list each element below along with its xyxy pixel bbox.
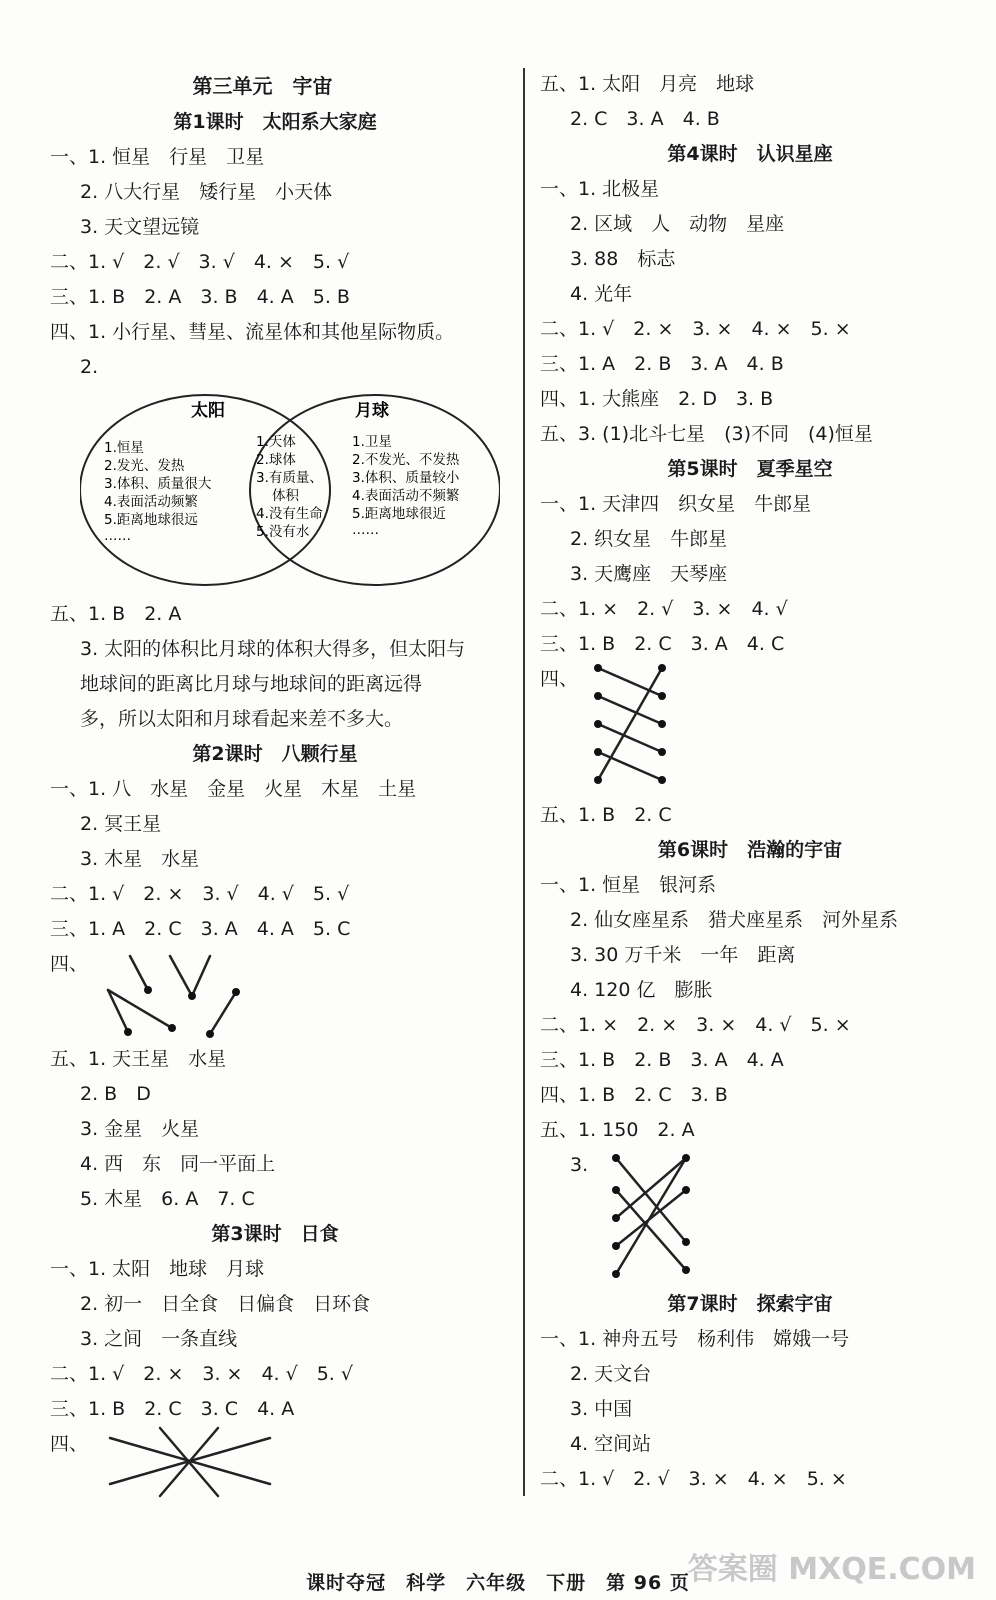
answer-line: 二、1. √ 2. × 3. × 4. √ 5. √ [50,1363,353,1385]
answer-line: 2. 初一 日全食 日偏食 日环食 [80,1293,371,1315]
answer-line: 2. 天文台 [570,1363,652,1385]
answer-line: 四、1. B 2. C 3. B [540,1084,728,1106]
answer-line: 3. [570,1154,589,1176]
answer-line: 五、1. 150 2. A [540,1119,695,1141]
answer-line: 四、 [540,668,579,690]
answer-line: 3. 之间 一条直线 [80,1328,238,1350]
venn-left-item: 1.恒星 [104,440,144,456]
answer-line: 3. 木星 水星 [80,848,200,870]
lesson-heading: 第1课时 太阳系大家庭 [173,111,377,133]
answer-line: 3. 中国 [570,1398,633,1420]
answer-line: 一、1. 神舟五号 杨利伟 嫦娥一号 [540,1328,850,1350]
watermark-logo: 答案圈 MXQE.COM [687,1552,976,1587]
venn-left-item: 5.距离地球很远 [104,512,198,528]
venn-middle-item: 4.没有生命 [256,506,323,522]
venn-left-item: 2.发光、发热 [104,458,185,474]
venn-right-title: 月球 [355,401,389,421]
lesson-heading: 第7课时 探索宇宙 [667,1293,833,1315]
venn-middle-item: 1.天体 [256,434,296,450]
answer-line: 五、3. (1)北斗七星 (3)不同 (4)恒星 [540,423,873,445]
venn-right-item: 1.卫星 [352,434,392,450]
matching-lines-figure [590,658,670,790]
answer-line: 3. 88 标志 [570,248,676,270]
answer-line: 三、1. B 2. B 3. A 4. A [540,1049,784,1071]
answer-line: 2. [80,356,99,378]
answer-line: 3. 金星 火星 [80,1118,200,1140]
answer-line: 5. 木星 6. A 7. C [80,1188,255,1210]
answer-line: 三、1. B 2. C 3. C 4. A [50,1398,295,1420]
answer-line: 三、1. A 2. C 3. A 4. A 5. C [50,918,351,940]
answer-line: 四、 [50,1433,89,1455]
venn-left-title: 太阳 [191,401,225,421]
answer-line: 一、1. 恒星 银河系 [540,874,717,896]
answer-line: 2. 八大行星 矮行星 小天体 [80,181,333,203]
answer-line: 二、1. √ 2. √ 3. × 4. × 5. × [540,1468,847,1490]
lesson-heading: 第5课时 夏季星空 [667,458,833,480]
matching-lines-figure [600,1148,700,1280]
answer-line: 一、1. 八 水星 金星 火星 木星 土星 [50,778,417,800]
answer-line: 4. 光年 [570,283,633,305]
answer-line: 2. B D [80,1083,151,1105]
answer-line: 2. 区域 人 动物 星座 [570,213,785,235]
answer-line: 地球间的距离比月球与地球间的距离远得 [80,673,423,695]
answer-line: 二、1. √ 2. × 3. √ 4. √ 5. √ [50,883,350,905]
answer-line: 五、1. B 2. A [50,603,182,625]
answer-line: 二、1. √ 2. √ 3. √ 4. × 5. √ [50,251,350,273]
answer-line: 二、1. × 2. × 3. × 4. √ 5. × [540,1014,851,1036]
answer-line: 4. 120 亿 膨胀 [570,979,713,1001]
answer-line: 3. 天鹰座 天琴座 [570,563,728,585]
answer-line: 五、1. B 2. C [540,804,672,826]
venn-right-item: …… [352,522,379,538]
answer-line: 一、1. 恒星 行星 卫星 [50,146,265,168]
venn-right-item: 3.体积、质量较小 [352,470,460,486]
answer-line: 3. 30 万千米 一年 距离 [570,944,796,966]
venn-middle-item: 2.球体 [256,452,296,468]
answer-line: 四、1. 小行星、彗星、流星体和其他星际物质。 [50,321,455,343]
venn-right-item: 2.不发光、不发热 [352,452,460,468]
answer-line: 二、1. × 2. √ 3. × 4. √ [540,598,788,620]
column-divider [523,68,525,1496]
venn-left-item: 3.体积、质量很大 [104,476,212,492]
answer-line: 二、1. √ 2. × 3. × 4. × 5. × [540,318,851,340]
answer-line: 一、1. 天津四 织女星 牛郎星 [540,493,812,515]
answer-line: 三、1. B 2. A 3. B 4. A 5. B [50,286,350,308]
venn-left-item: …… [104,528,131,544]
answer-line: 三、1. B 2. C 3. A 4. C [540,633,785,655]
answer-line: 五、1. 天王星 水星 [50,1048,227,1070]
venn-middle-item: 3.有质量、 [256,470,323,486]
answer-line: 一、1. 太阳 地球 月球 [50,1258,265,1280]
lesson-heading: 第4课时 认识星座 [667,143,833,165]
answer-line: 2. 织女星 牛郎星 [570,528,728,550]
answer-line: 3. 太阳的体积比月球的体积大得多，但太阳与 [80,638,466,660]
matching-lines-figure [100,948,300,1048]
answer-line: 四、1. 大熊座 2. D 3. B [540,388,774,410]
venn-left-item: 4.表面活动频繁 [104,494,198,510]
venn-middle-item: 5.没有水 [256,524,310,540]
lesson-heading: 第6课时 浩瀚的宇宙 [657,839,843,861]
answer-line: 五、1. 太阳 月亮 地球 [540,73,755,95]
answer-line: 三、1. A 2. B 3. A 4. B [540,353,784,375]
lesson-heading: 第2课时 八颗行星 [192,743,358,765]
answer-line: 3. 天文望远镜 [80,216,200,238]
answer-line: 2. 冥王星 [80,813,162,835]
star-lines-figure [100,1422,300,1502]
answer-line: 2. C 3. A 4. B [570,108,720,130]
page-footer: 课时夺冠 科学 六年级 下册 第 96 页 [306,1572,690,1594]
venn-middle-item: 体积 [272,488,299,504]
answer-line: 多，所以太阳和月球看起来差不多大。 [80,708,404,730]
answer-line: 四、 [50,953,89,975]
lesson-heading: 第3课时 日食 [211,1223,339,1245]
unit-title: 第三单元 宇宙 [192,74,333,98]
venn-right-item: 5.距离地球很近 [352,506,446,522]
answer-line: 4. 空间站 [570,1433,652,1455]
answer-line: 一、1. 北极星 [540,178,660,200]
answer-line: 4. 西 东 同一平面上 [80,1153,276,1175]
venn-right-item: 4.表面活动不频繁 [352,488,460,504]
venn-diagram [80,390,500,590]
answer-line: 2. 仙女座星系 猎犬座星系 河外星系 [570,909,899,931]
